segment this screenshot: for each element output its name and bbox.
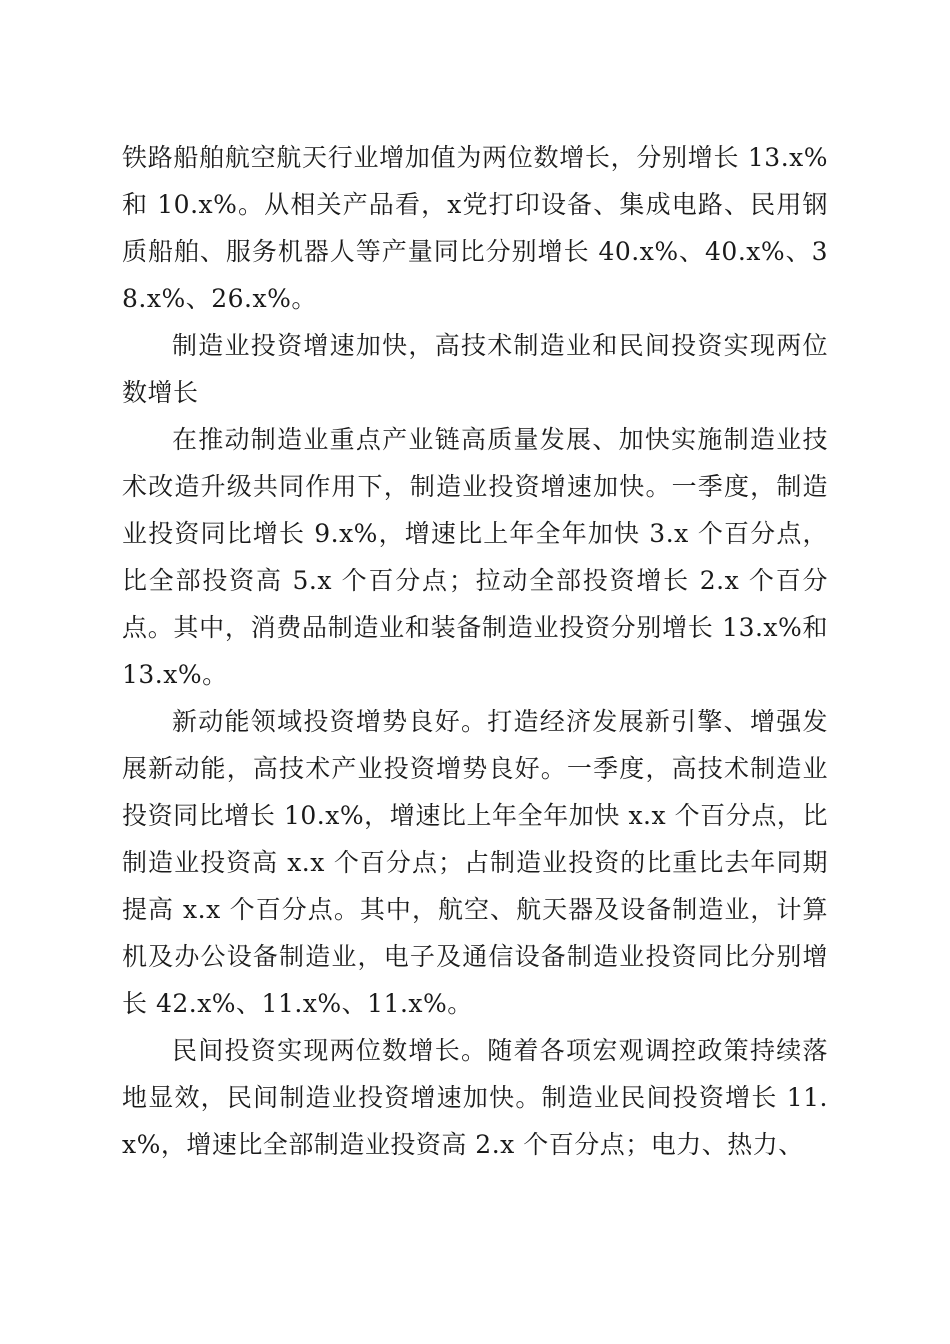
paragraph-industry-growth: 铁路船舶航空航天行业增加值为两位数增长，分别增长 13.x% 和 10.x%。从相关产品看，x党打印设备、集成电路、民用钢质船舶、服务机器人等产量同比分别增长 40.x%、40.x%、38.x%、26.x%。 xyxy=(122,143,828,313)
paragraph-private-investment: 民间投资实现两位数增长。随着各项宏观调控政策持续落地显效，民间制造业投资增速加快。制造业民间投资增长 11.x%，增速比全部制造业投资高 2.x 个百分点；电力、热力、 xyxy=(122,1036,828,1159)
paragraph-manufacturing-investment: 在推动制造业重点产业链高质量发展、加快实施制造业技术改造升级共同作用下，制造业投资增速加快。一季度，制造业投资同比增长 9.x%，增速比上年全年加快 3.x 个百分点，比全部投资高 5.x 个百分点；拉动全部投资增长 2.x 个百分点。其中，消费品制造业和装备制造业投资分别增长 13.x%和 13.x%。 xyxy=(122,425,828,689)
paragraph-section-heading: 制造业投资增速加快，高技术制造业和民间投资实现两位数增长 xyxy=(122,331,828,407)
paragraph-new-momentum: 新动能领域投资增势良好。打造经济发展新引擎、增强发展新动能，高技术产业投资增势良好。一季度，高技术制造业投资同比增长 10.x%，增速比上年全年加快 x.x 个百分点，比制造业投资高 x.x 个百分点；占制造业投资的比重比去年同期提高 x.x 个百分点。其中，航空、航天器及设备制造业，计算机及办公设备制造业，电子及通信设备制造业投资同比分别增长 42.x%、11.x%、11.x%。 xyxy=(122,707,828,1018)
document-body xyxy=(122,134,828,1168)
